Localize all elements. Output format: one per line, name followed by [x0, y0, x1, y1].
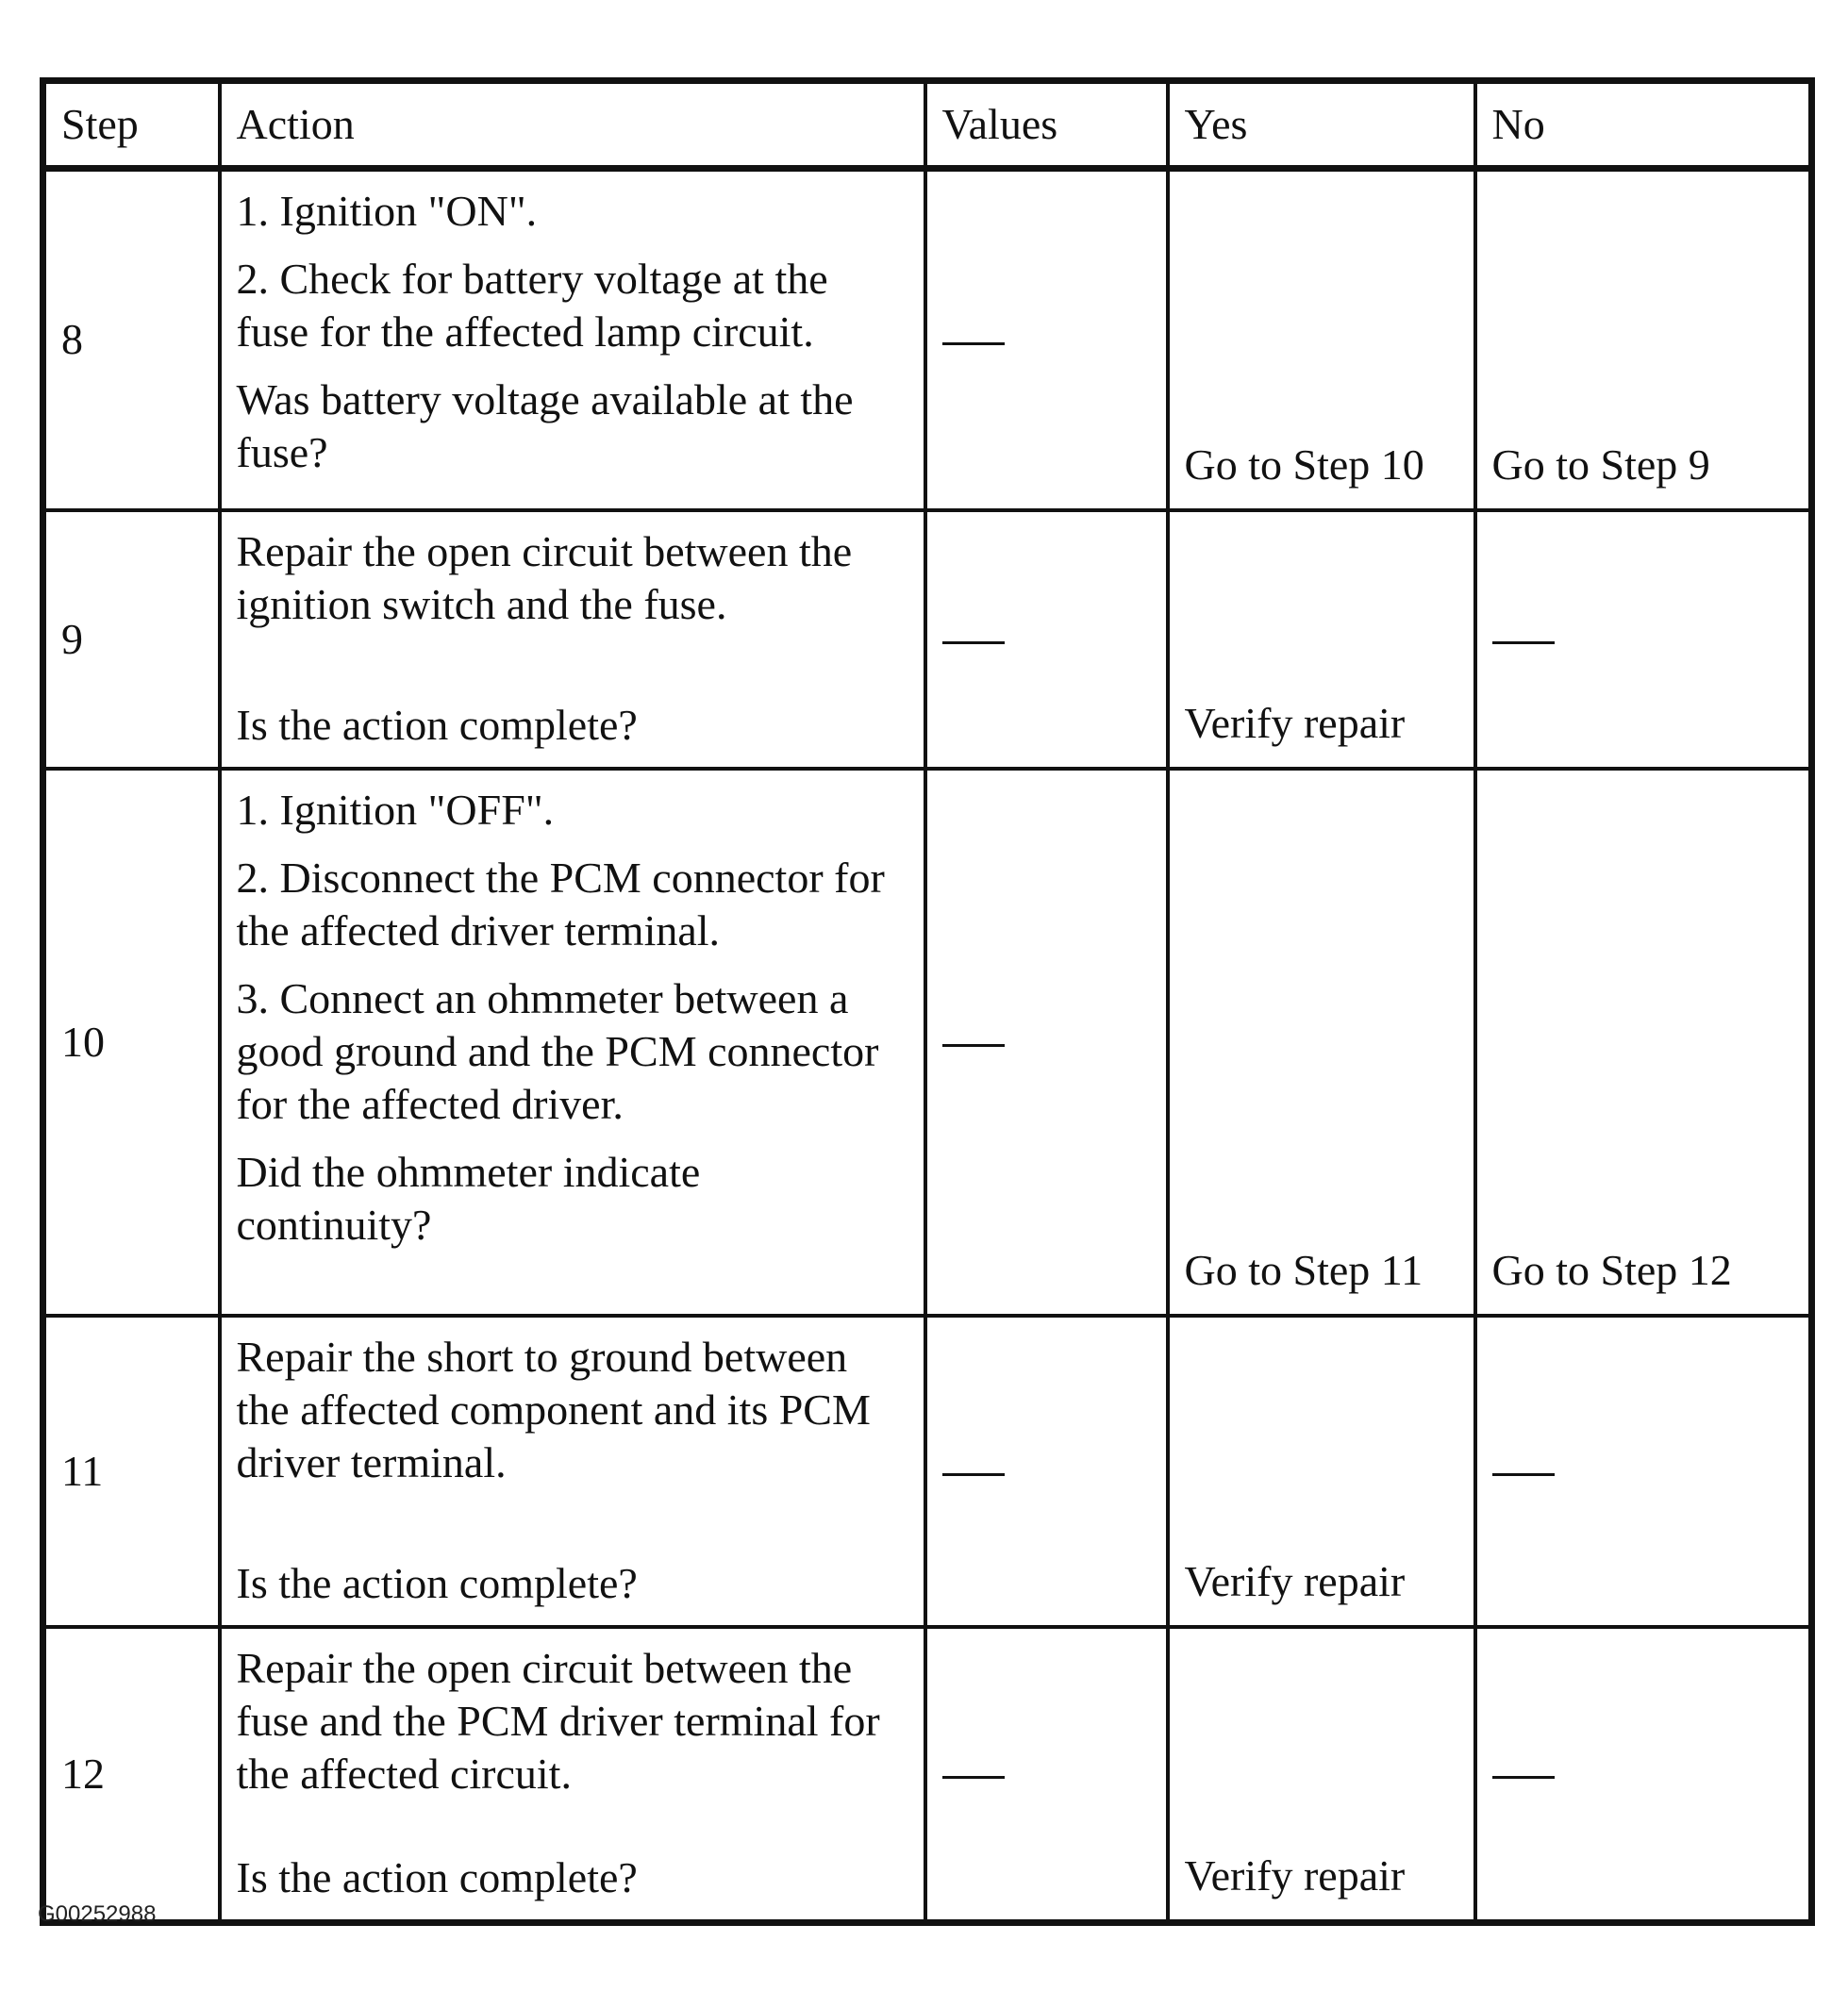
empty-value-dash	[942, 1473, 1005, 1476]
step-number: 8	[43, 169, 220, 510]
no-cell: Go to Step 9	[1475, 169, 1812, 510]
empty-value-dash	[942, 1776, 1005, 1779]
empty-value-dash	[1492, 1473, 1555, 1476]
values-cell	[925, 1316, 1168, 1627]
yes-cell: Verify repair	[1168, 1316, 1475, 1627]
header-values: Values	[925, 81, 1168, 169]
yes-cell: Verify repair	[1168, 510, 1475, 769]
diagnostic-table	[40, 77, 1815, 1926]
action-line: 1. Ignition "OFF".	[236, 785, 555, 834]
table-row	[43, 510, 1812, 769]
action-cell	[220, 1627, 925, 1923]
action-cell	[220, 169, 925, 510]
empty-value-dash	[942, 1044, 1005, 1047]
question-line: Was battery voltage available at the fuse?	[236, 375, 854, 476]
action-line: Repair the open circuit between the ignition switch and the fuse.	[236, 526, 853, 628]
empty-value-dash	[1492, 641, 1555, 644]
values-cell	[925, 1627, 1168, 1923]
action-cell	[220, 769, 925, 1316]
action-line: 2. Check for battery voltage at the fuse for the affected lamp circuit.	[236, 255, 828, 356]
header-yes: Yes	[1168, 81, 1475, 169]
question-line: Is the action complete?	[236, 1558, 638, 1607]
step-number: 12	[43, 1627, 220, 1923]
values-cell	[925, 510, 1168, 769]
action-line: 3. Connect an ohmmeter between a good ground and the PCM connector for the affected driver.	[236, 973, 879, 1128]
header-step: Step	[43, 81, 220, 169]
header-no: No	[1475, 81, 1812, 169]
spacer	[237, 646, 907, 699]
values-cell	[925, 769, 1168, 1316]
step-number: 11	[43, 1316, 220, 1627]
yes-cell: Go to Step 10	[1168, 169, 1475, 510]
yes-cell: Verify repair	[1168, 1627, 1475, 1923]
action-cell	[220, 1316, 925, 1627]
question-line: Is the action complete?	[236, 700, 638, 749]
question-line: Did the ohmmeter indicate continuity?	[236, 1147, 701, 1249]
action-line: 1. Ignition "ON".	[236, 187, 538, 235]
table-row	[43, 1627, 1812, 1923]
table-row	[43, 769, 1812, 1316]
no-cell	[1475, 1627, 1812, 1923]
spacer	[237, 1504, 907, 1557]
yes-cell: Go to Step 11	[1168, 769, 1475, 1316]
no-cell	[1475, 1316, 1812, 1627]
empty-value-dash	[942, 641, 1005, 644]
no-cell: Go to Step 12	[1475, 769, 1812, 1316]
table-row	[43, 169, 1812, 510]
figure-id: G00252988	[38, 1901, 157, 1927]
empty-value-dash	[1492, 1776, 1555, 1779]
header-row	[43, 81, 1812, 169]
spacer	[237, 1816, 907, 1851]
action-cell	[220, 510, 925, 769]
action-line: Repair the short to ground between the affected component and its PCM driver terminal.	[236, 1332, 871, 1486]
action-line: 2. Disconnect the PCM connector for the affected driver terminal.	[236, 853, 885, 954]
question-line: Is the action complete?	[236, 1852, 638, 1901]
step-number: 9	[43, 510, 220, 769]
action-line: Repair the open circuit between the fuse and the PCM driver terminal for the affected circuit.	[236, 1643, 880, 1798]
table-row	[43, 1316, 1812, 1627]
values-cell	[925, 169, 1168, 510]
step-number: 10	[43, 769, 220, 1316]
header-action: Action	[220, 81, 925, 169]
empty-value-dash	[942, 342, 1005, 345]
no-cell	[1475, 510, 1812, 769]
